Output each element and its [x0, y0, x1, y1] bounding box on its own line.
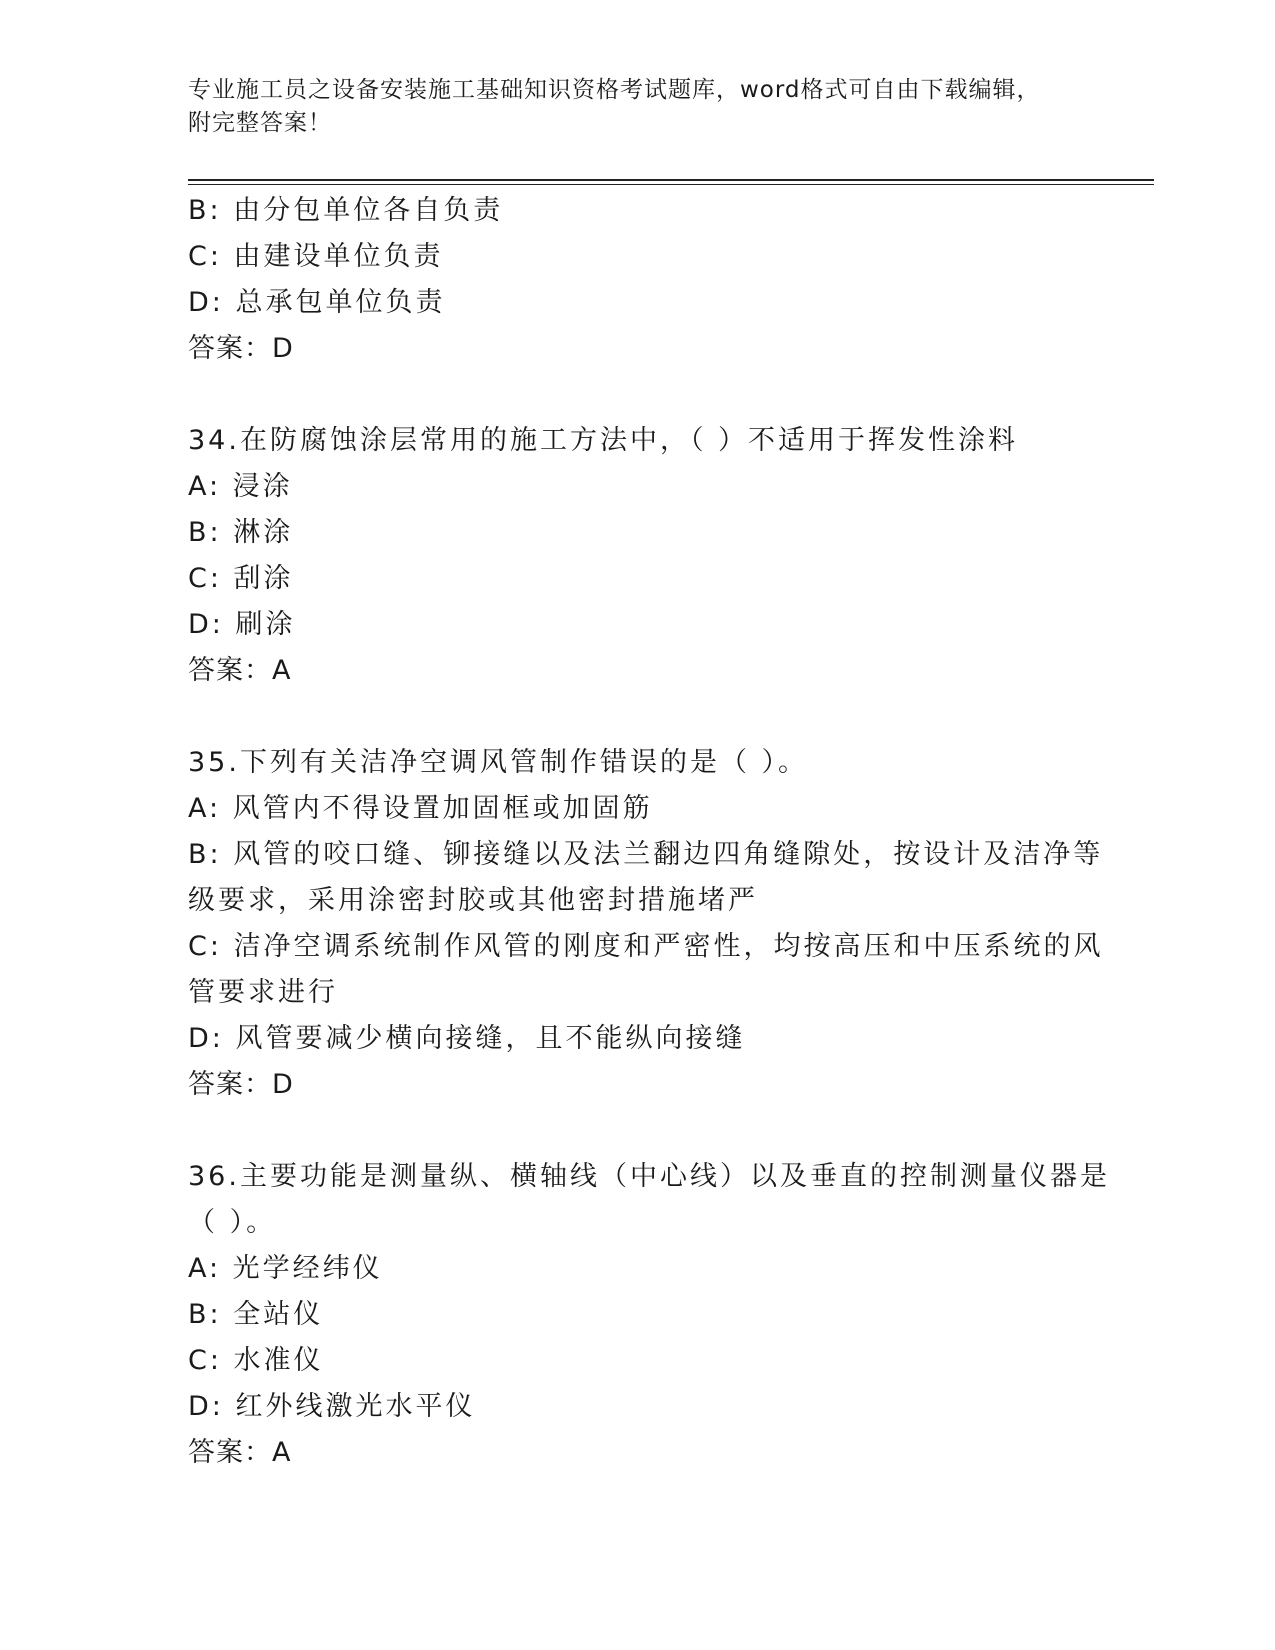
option-a: A: 光学经纬仪 [188, 1253, 383, 1284]
header-line-1: 专业施工员之设备安装施工基础知识资格考试题库，word格式可自由下载编辑， [188, 77, 1041, 103]
question-list [188, 188, 1110, 1476]
header-rule-thick [188, 179, 1154, 181]
question-text: 35.下列有关洁净空调风管制作错误的是（ ）。 [188, 747, 809, 778]
option-d: D: 刷涂 [188, 609, 296, 640]
answer: 答案：D [188, 1069, 294, 1100]
answer: 答案：A [188, 1437, 292, 1468]
option-a: A: 风管内不得设置加固框或加固筋 [188, 793, 653, 824]
header-rule-thin [188, 184, 1154, 185]
option-b: B: 全站仪 [188, 1299, 324, 1330]
question-text-continued: （ ）。 [188, 1207, 277, 1238]
option-c: C: 洁净空调系统制作风管的刚度和严密性，均按高压和中压系统的风 [188, 931, 1104, 962]
option-c: C: 由建设单位负责 [188, 241, 444, 272]
option-b: B: 由分包单位各自负责 [188, 195, 504, 226]
option-d: D: 总承包单位负责 [188, 287, 446, 318]
document-header [188, 74, 1108, 140]
option-a: A: 浸涂 [188, 471, 293, 502]
question-35 [188, 740, 1104, 1108]
question-36 [188, 1154, 1110, 1476]
spacer [188, 1108, 1088, 1154]
spacer [188, 372, 1088, 418]
question-34 [188, 418, 1088, 694]
question-text: 34.在防腐蚀涂层常用的施工方法中，（ ）不适用于挥发性涂料 [188, 425, 1019, 456]
option-c: C: 刮涂 [188, 563, 294, 594]
answer: 答案：D [188, 333, 294, 364]
option-c-continued: 管要求进行 [188, 977, 338, 1008]
answer: 答案：A [188, 655, 292, 686]
question-33-tail [188, 188, 1088, 372]
option-b: B: 淋涂 [188, 517, 294, 548]
option-c: C: 水准仪 [188, 1345, 324, 1376]
option-b: B: 风管的咬口缝、铆接缝以及法兰翻边四角缝隙处，按设计及洁净等 [188, 839, 1104, 870]
option-d: D: 风管要减少横向接缝，且不能纵向接缝 [188, 1023, 746, 1054]
spacer [188, 694, 1088, 740]
header-line-2: 附完整答案！ [188, 110, 332, 136]
question-text: 36.主要功能是测量纵、横轴线（中心线）以及垂直的控制测量仪器是 [188, 1161, 1110, 1192]
option-d: D: 红外线激光水平仪 [188, 1391, 476, 1422]
option-b-continued: 级要求，采用涂密封胶或其他密封措施堵严 [188, 885, 758, 916]
